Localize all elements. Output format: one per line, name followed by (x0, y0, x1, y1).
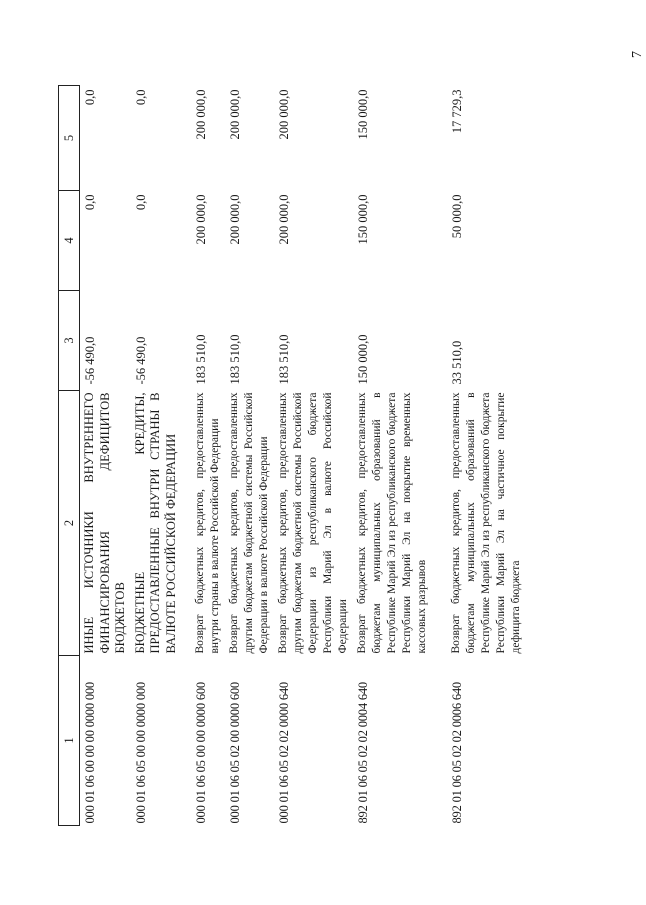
code-cell: 000 01 06 05 00 00 0000 000 (133, 682, 148, 824)
header-col-5: 5 (59, 86, 80, 191)
value-col-5: 0,0 (83, 89, 97, 106)
table-row (131, 86, 191, 826)
rotated-table-container (58, 86, 618, 826)
table-row (353, 86, 447, 826)
description-cell: Возврат бюджетных кредитов, предоставленных бюджетам муниципальных образований в Республике Марий Эл из республиканского бюджета Республики Марий Эл на покрытие временных кассовых разрывов (355, 392, 428, 654)
table-row (225, 86, 274, 826)
page-number: 7 (630, 51, 645, 58)
value-col-5: 0,0 (133, 89, 148, 106)
table-row (274, 86, 353, 826)
value-col-4: 200 000,0 (227, 194, 242, 245)
value-col-3: -56 490,0 (133, 336, 148, 385)
value-col-5: 17 729,3 (449, 89, 464, 134)
value-col-3: -56 490,0 (83, 336, 97, 385)
table-row (80, 86, 131, 826)
header-col-2: 2 (59, 391, 80, 656)
value-col-4: 200 000,0 (193, 194, 208, 245)
value-col-4: 150 000,0 (355, 194, 370, 245)
code-cell: 892 01 06 05 02 02 0004 640 (355, 682, 370, 824)
description-cell: ИНЫЕ ИСТОЧНИКИ ВНУТРЕННЕГО ФИНАНСИРОВАНИЯ ДЕФИЦИТОВ БЮДЖЕТОВ (82, 392, 127, 654)
description-cell: Возврат бюджетных кредитов, предоставленных внутри страны в валюте Российской Федерации (193, 392, 221, 654)
code-cell: 000 01 06 05 02 00 0000 600 (227, 682, 242, 824)
budget-table (58, 85, 526, 826)
header-col-4: 4 (59, 191, 80, 291)
code-cell: 000 01 06 05 00 00 0000 600 (193, 682, 208, 824)
table-row (191, 86, 225, 826)
value-col-5: 150 000,0 (355, 89, 370, 140)
code-cell: 892 01 06 05 02 02 0006 640 (449, 682, 464, 824)
value-col-3: 150 000,0 (355, 334, 370, 385)
value-col-4: 0,0 (83, 194, 97, 211)
description-cell: Возврат бюджетных кредитов, предоставленных другим бюджетам бюджетной системы Российской Федерации в валюте Российской Федерации (227, 392, 270, 654)
value-col-3: 183 510,0 (193, 334, 208, 385)
value-col-5: 200 000,0 (227, 89, 242, 140)
description-cell: Возврат бюджетных кредитов, предоставленных бюджетам муниципальных образований в Республике Марий Эл из республиканского бюджета Республики Марий Эл на частичное покрытие дефицита бюджета (449, 392, 522, 654)
value-col-3: 183 510,0 (227, 334, 242, 385)
value-col-3: 183 510,0 (276, 334, 291, 385)
value-col-4: 50 000,0 (449, 194, 464, 239)
table-row (447, 86, 526, 826)
header-col-3: 3 (59, 291, 80, 391)
code-cell: 000 01 06 00 00 00 0000 000 (83, 682, 97, 824)
description-cell: Возврат бюджетных кредитов, предоставленных другим бюджетам бюджетной системы Российской Федерации из республиканского бюджета Республики Марий Эл в валюте Российской Федерации (276, 392, 349, 654)
value-col-5: 200 000,0 (276, 89, 291, 140)
value-col-4: 200 000,0 (276, 194, 291, 245)
value-col-3: 33 510,0 (449, 340, 464, 385)
description-cell: БЮДЖЕТНЫЕ КРЕДИТЫ, ПРЕДОСТАВЛЕННЫЕ ВНУТРИ СТРАНЫ В ВАЛЮТЕ РОССИЙСКОЙ ФЕДЕРАЦИИ (132, 392, 178, 654)
header-col-1: 1 (59, 656, 80, 826)
code-cell: 000 01 06 05 02 02 0000 640 (276, 682, 291, 824)
value-col-5: 200 000,0 (193, 89, 208, 140)
header-row (59, 86, 80, 826)
value-col-4: 0,0 (133, 194, 148, 211)
